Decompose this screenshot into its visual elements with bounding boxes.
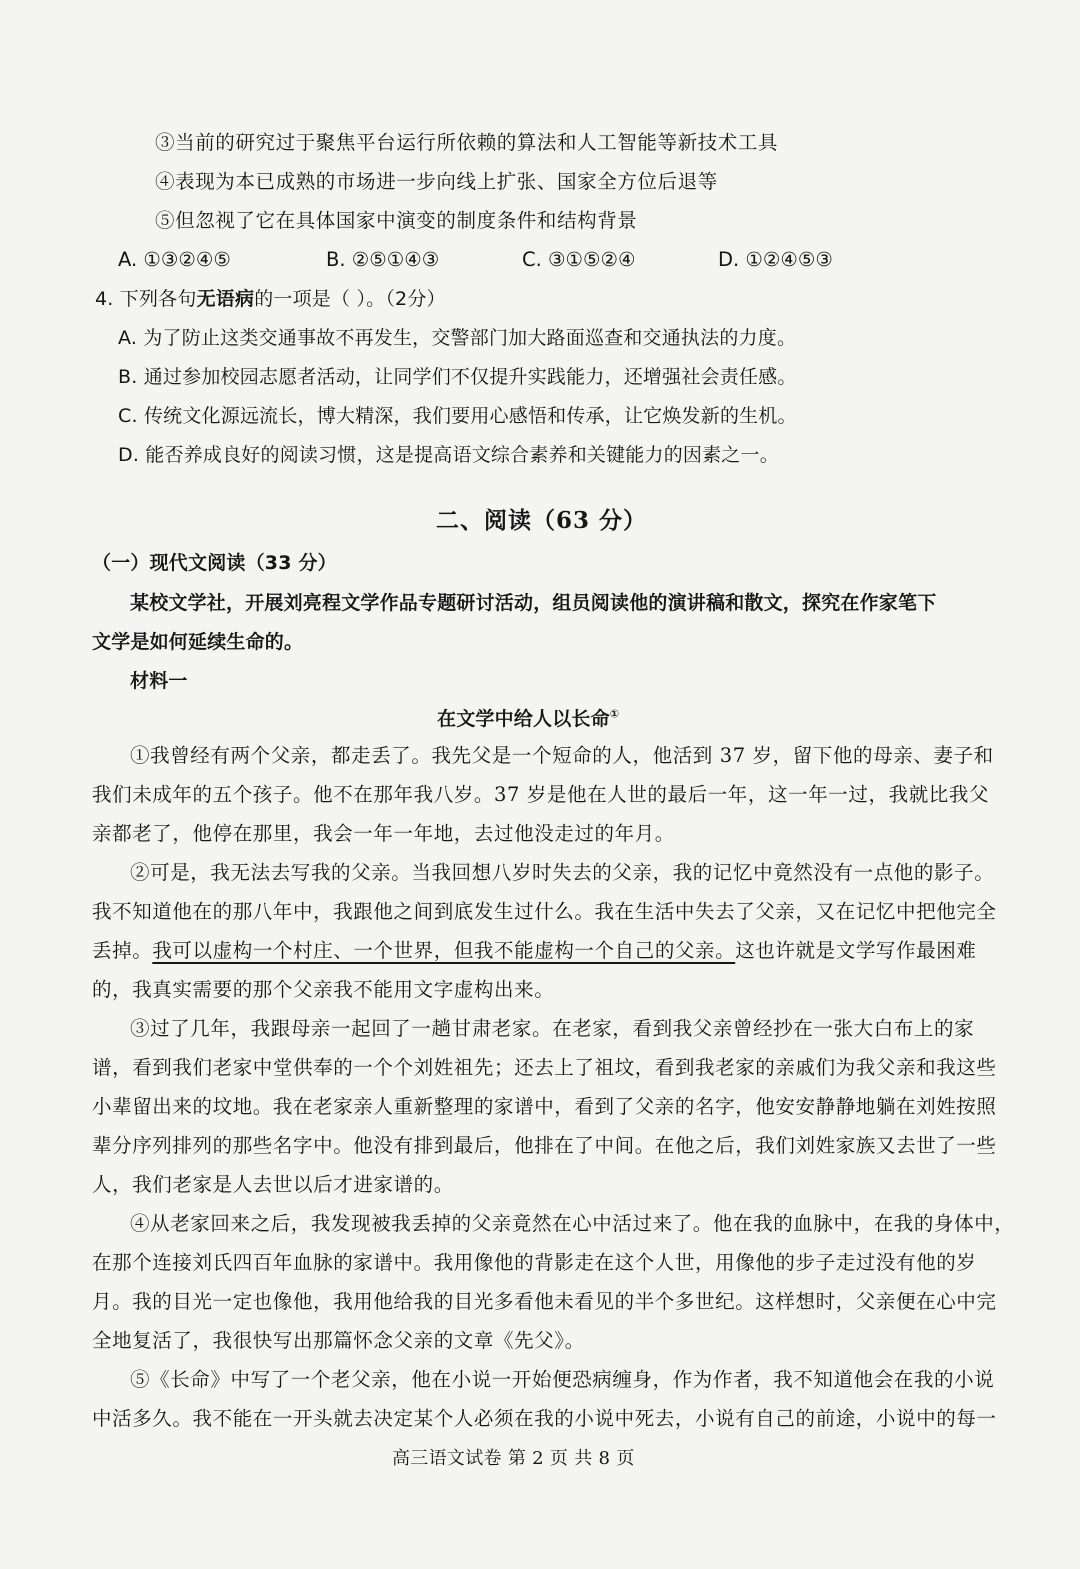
ordering-item-4: ④表现为本已成熟的市场进一步向线上扩张、国家全方位后退等 — [155, 170, 718, 193]
essay-line: 辈分序列排列的那些名字中。他没有排到最后，他排在了中间。在他之后，我们刘姓家族又去世了一些 — [92, 1134, 997, 1157]
essay-title-text: 在文学中给人以长命 — [437, 708, 610, 730]
underlined-sentence: 我可以虚构一个村庄、一个世界，但我不能虚构一个自己的父亲。 — [152, 939, 736, 962]
q3-option-d: D. ①②④⑤③ — [718, 248, 833, 271]
essay-line: ⑤《长命》中写了一个老父亲，他在小说一开始便恐病缠身，作为作者，我不知道他会在我的小说 — [130, 1368, 995, 1391]
essay-line: 我们未成年的五个孩子。他不在那年我八岁。37 岁是他在人世的最后一年，这一年一过，我就比我父 — [92, 783, 990, 806]
material-label: 材料一 — [130, 670, 188, 692]
ordering-item-5: ⑤但忽视了它在具体国家中演变的制度条件和结构背景 — [155, 209, 638, 232]
essay-line: 谱，看到我们老家中堂供奉的一个个刘姓祖先；还去上了祖坟，看到我老家的亲戚们为我父亲和我这些 — [92, 1056, 997, 1079]
essay-title — [437, 706, 619, 732]
task-intro-line-1: 某校文学社，开展刘亮程文学作品专题研讨活动，组员阅读他的演讲稿和散文，探究在作家笔下 — [130, 592, 937, 614]
essay-line: 中活多久。我不能在一开头就去决定某个人必须在我的小说中死去，小说有自己的前途，小说中的每一 — [92, 1407, 997, 1430]
q4-option-b: B. 通过参加校园志愿者活动，让同学们不仅提升实践能力，还增强社会责任感。 — [118, 366, 797, 388]
section-title: 二、阅读（63 分） — [436, 507, 648, 534]
essay-line: 亲都老了，他停在那里，我会一年一年地，去过他没走过的年月。 — [92, 822, 675, 845]
ordering-item-3: ③当前的研究过于聚焦平台运行所依赖的算法和人工智能等新技术工具 — [155, 131, 779, 154]
essay-line: ②可是，我无法去写我的父亲。当我回想八岁时失去的父亲，我的记忆中竟然没有一点他的影子。 — [130, 861, 995, 884]
essay-line: 月。我的目光一定也像他，我用他给我的目光多看他未看见的半个多世纪。这样想时，父亲便在心中完 — [92, 1290, 997, 1313]
essay-title-footnote-mark: ① — [609, 707, 620, 721]
task-intro-line-2: 文学是如何延续生命的。 — [92, 631, 304, 653]
q4-option-a: A. 为了防止这类交通事故不再发生，交警部门加大路面巡查和交通执法的力度。 — [118, 327, 797, 349]
q4-stem — [95, 286, 446, 312]
essay-line: 在那个连接刘氏四百年血脉的家谱中。我用像他的背影走在这个人世，用像他的步子走过没有他的岁 — [92, 1251, 977, 1274]
q3-option-a: A. ①③②④⑤ — [118, 248, 231, 271]
q3-option-b: B. ②⑤①④③ — [326, 248, 440, 271]
q4-stem-keyword: 无语病 — [196, 288, 255, 310]
essay-line-post: 这也许就是文学写作最困难 — [735, 939, 977, 962]
q4-stem-post: 的一项是（ ）。（2分） — [254, 288, 446, 310]
q3-option-c: C. ③①⑤②④ — [522, 248, 636, 271]
essay-line: 的，我真实需要的那个父亲我不能用文字虚构出来。 — [92, 978, 555, 1001]
essay-line — [92, 938, 976, 964]
essay-line-pre: 丢掉。 — [92, 939, 153, 962]
q4-number: 4. — [95, 288, 114, 310]
essay-line: 全地复活了，我很快写出那篇怀念父亲的文章《先父》。 — [92, 1329, 585, 1352]
essay-line: 人，我们老家是人去世以后才进家谱的。 — [92, 1173, 454, 1196]
q4-option-d: D. 能否养成良好的阅读习惯，这是提高语文综合素养和关键能力的因素之一。 — [118, 444, 779, 466]
essay-line: ①我曾经有两个父亲，都走丢了。我先父是一个短命的人，他活到 37 岁，留下他的母亲、妻子和 — [130, 744, 994, 767]
subsection-title: （一）现代文阅读（33 分） — [92, 552, 337, 574]
essay-line: 小辈留出来的坟地。我在老家亲人重新整理的家谱中，看到了父亲的名字，他安安静静地躺在刘姓按照 — [92, 1095, 997, 1118]
page-footer: 高三语文试卷 第 2 页 共 8 页 — [392, 1448, 635, 1469]
q4-stem-pre: 下列各句 — [119, 288, 197, 310]
essay-line: ④从老家回来之后，我发现被我丢掉的父亲竟然在心中活过来了。他在我的血脉中，在我的身体中， — [130, 1212, 1015, 1235]
q4-option-c: C. 传统文化源远流长，博大精深，我们要用心感悟和传承，让它焕发新的生机。 — [118, 405, 797, 427]
essay-line: ③过了几年，我跟母亲一起回了一趟甘肃老家。在老家，看到我父亲曾经抄在一张大白布上的家 — [130, 1017, 975, 1040]
essay-line: 我不知道他在的那八年中，我跟他之间到底发生过什么。我在生活中失去了父亲，又在记忆中把他完全 — [92, 900, 997, 923]
